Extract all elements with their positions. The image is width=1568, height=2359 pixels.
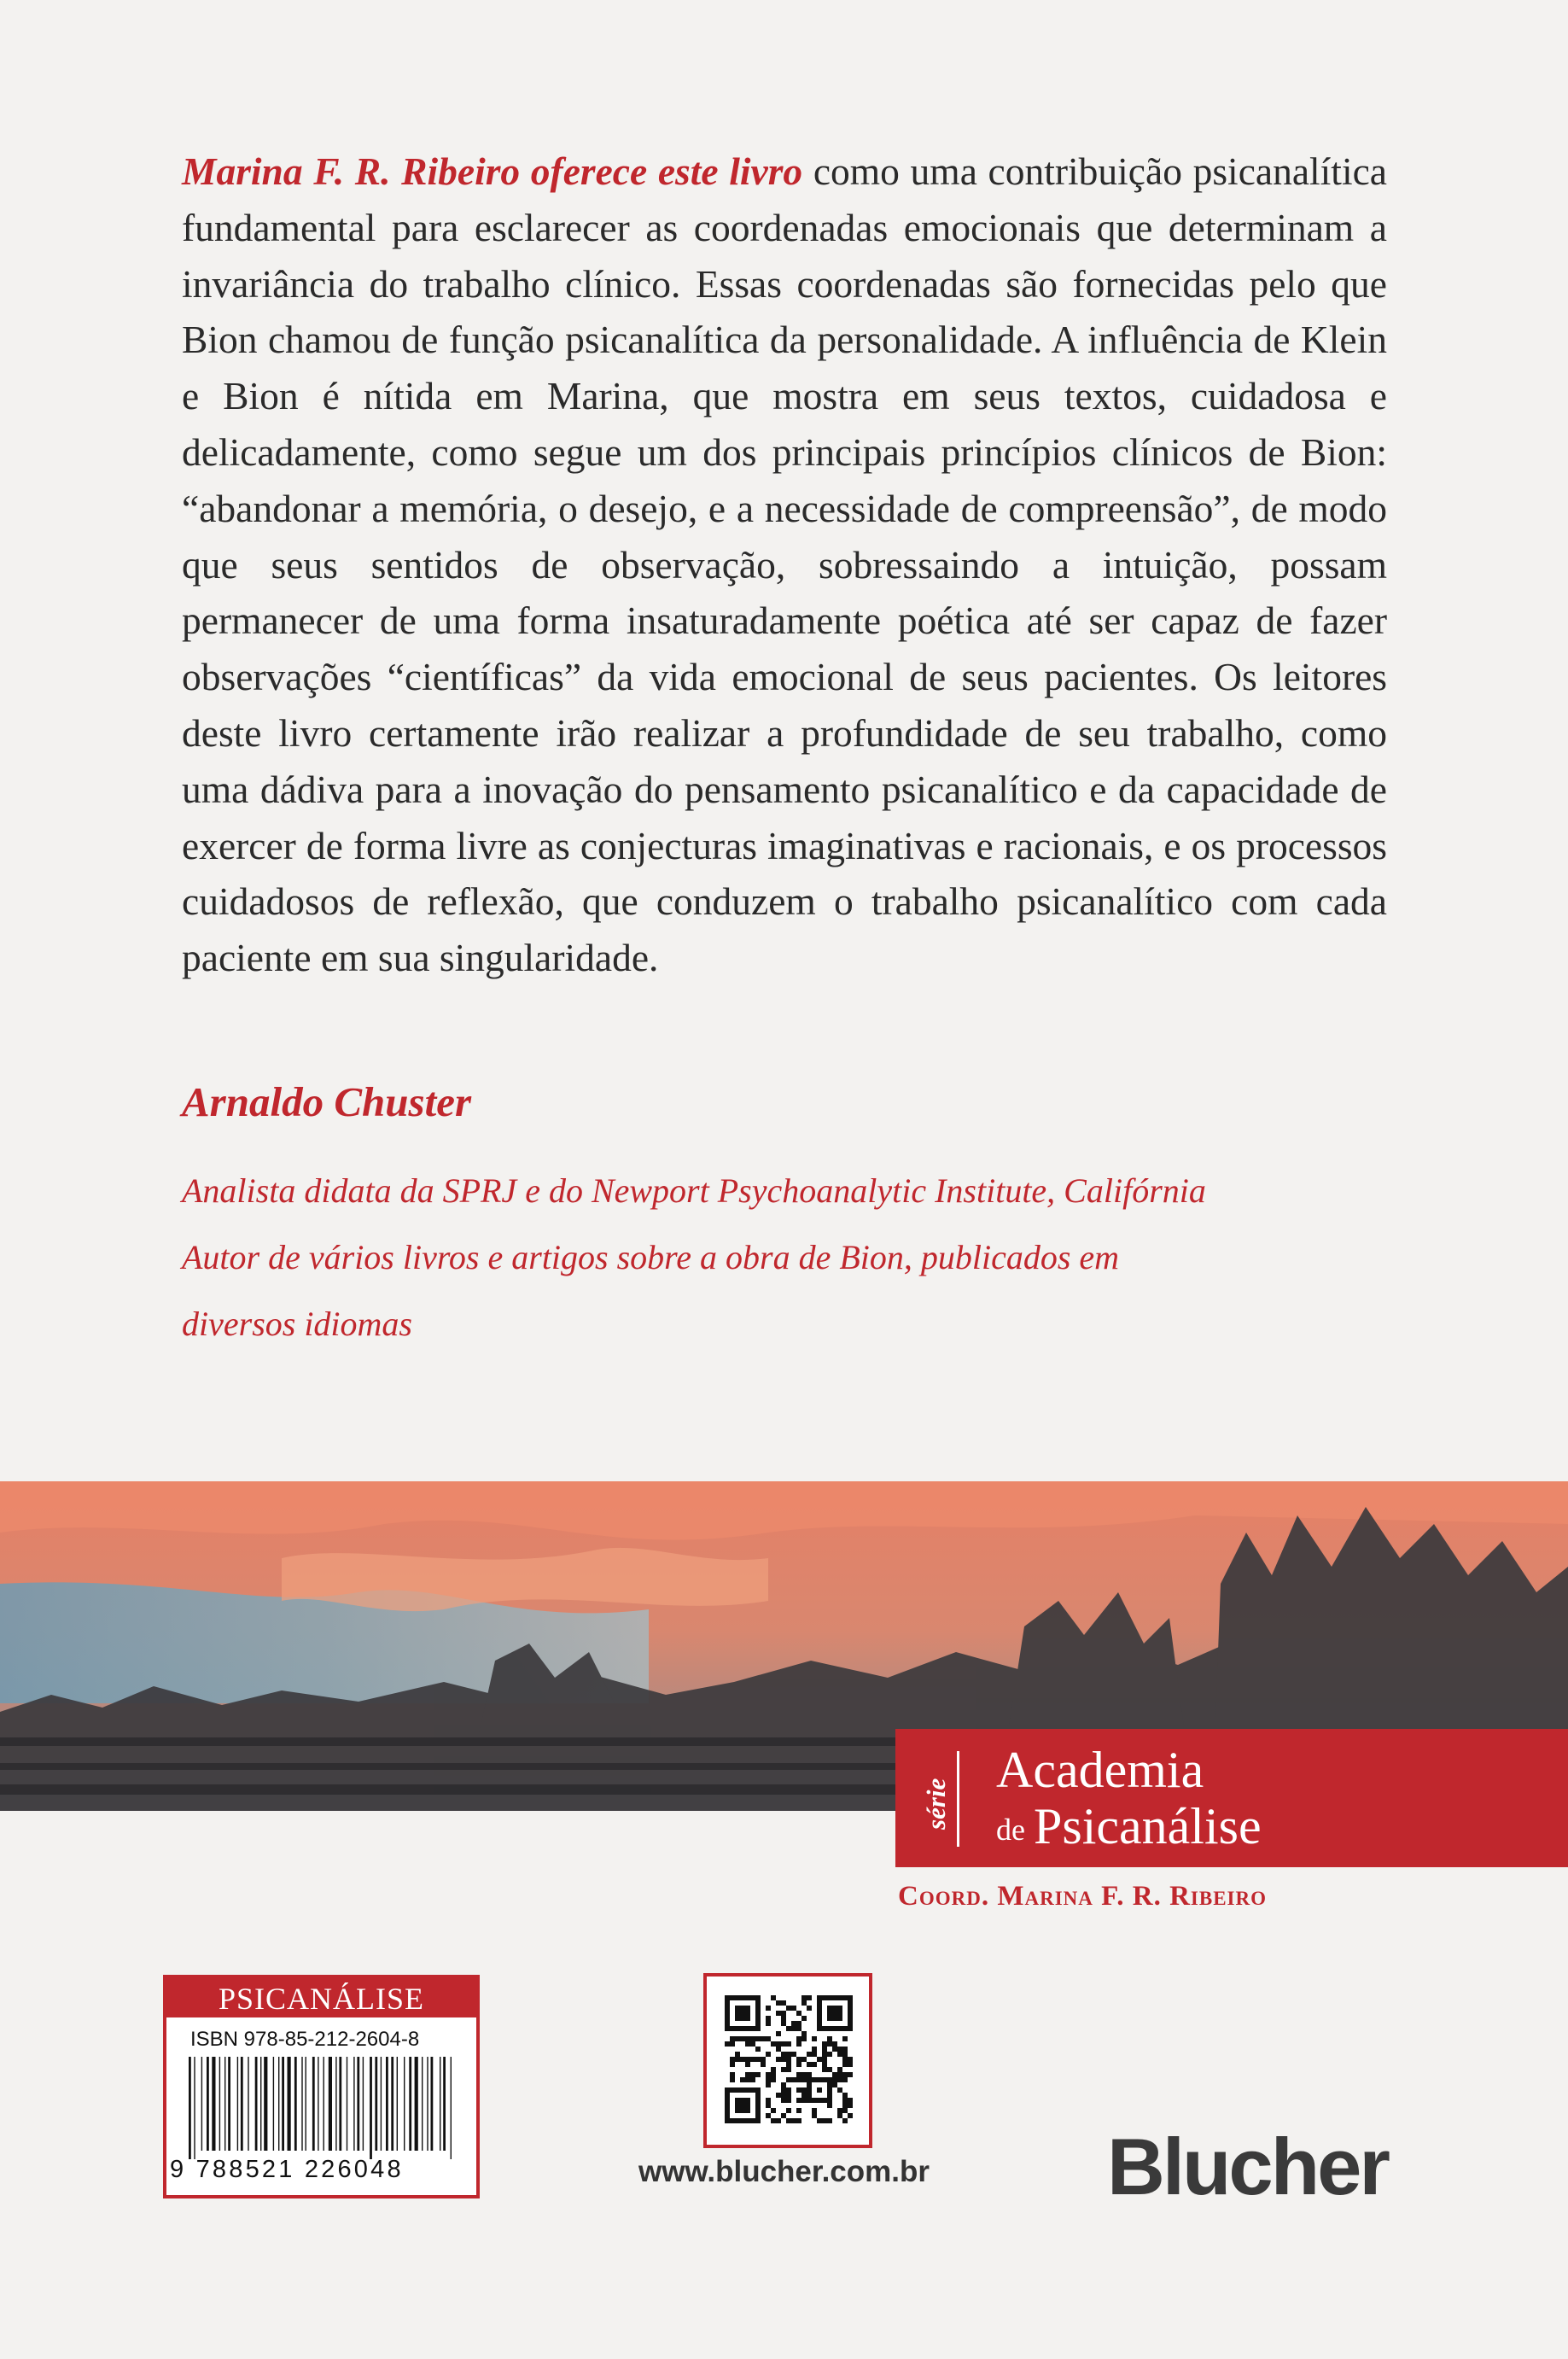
qr-code-icon [725,1995,853,2123]
isbn-barcode-box [163,1975,480,2198]
series-tag: série [921,1778,951,1830]
publisher-website: www.blucher.com.br [638,2155,930,2188]
barcode-digits: 9 788521 226048 [170,2156,404,2183]
barcode-icon [185,2057,458,2159]
series-coordinator: Coord. Marina F. R. Ribeiro [898,1881,1267,1912]
series-title-line1: Academia [996,1742,1204,1798]
author-credential: diversos idiomas [182,1305,412,1343]
back-cover-blurb [182,143,1387,986]
publisher-logo: Blucher [1107,2122,1388,2211]
series-banner [895,1729,1568,1867]
author-credential: Analista didata da SPRJ e do Newport Psychoanalytic Institute, Califórnia [182,1171,1206,1210]
series-title-de: de [996,1813,1025,1847]
qr-code-box [703,1973,872,2148]
author-name: Arnaldo Chuster [182,1078,472,1125]
blurb-body: como uma contribuição psicanalítica fundamental para esclarecer as coordenadas emocionais que determinam a invariância do trabalho clínico. Essas coordenadas são fornecidas pelo que Bion chamou de função psicanalítica da personalidade. A influência de Klein e Bion é nítida em Marina, que mostra em seus textos, cuidadosa e delicadamente, como segue um dos principais princípios clínicos de Bion: “abandonar a memória, o desejo, e a necessidade de compreensão”, de modo que seus sentidos de observação, sobressaindo a intuição, possam permanecer de uma forma insaturadamente poética até ser capaz de fazer observações “científicas” da vida emocional de seus pacientes. Os leitores deste livro certamente irão realizar a profundidade de seu trabalho, como uma dádiva para a inovação do pensamento psicanalítico e da capacidade de exercer de forma livre as conjecturas imaginativas e racionais, e os processos cuidadosos de reflexão, que conduzem o trabalho psicanalítico com cada paciente em sua singularidade. [182,149,1387,980]
blurb-lead: Marina F. R. Ribeiro oferece este livro [182,149,803,193]
series-title-line2: Psicanálise [1034,1798,1262,1854]
isbn-number: ISBN 978-85-212-2604-8 [190,2028,420,2051]
author-credential: Autor de vários livros e artigos sobre a obra de Bion, publicados em [182,1238,1120,1276]
subject-category: PSICANÁLISE [166,1978,476,2017]
series-divider [957,1751,959,1847]
